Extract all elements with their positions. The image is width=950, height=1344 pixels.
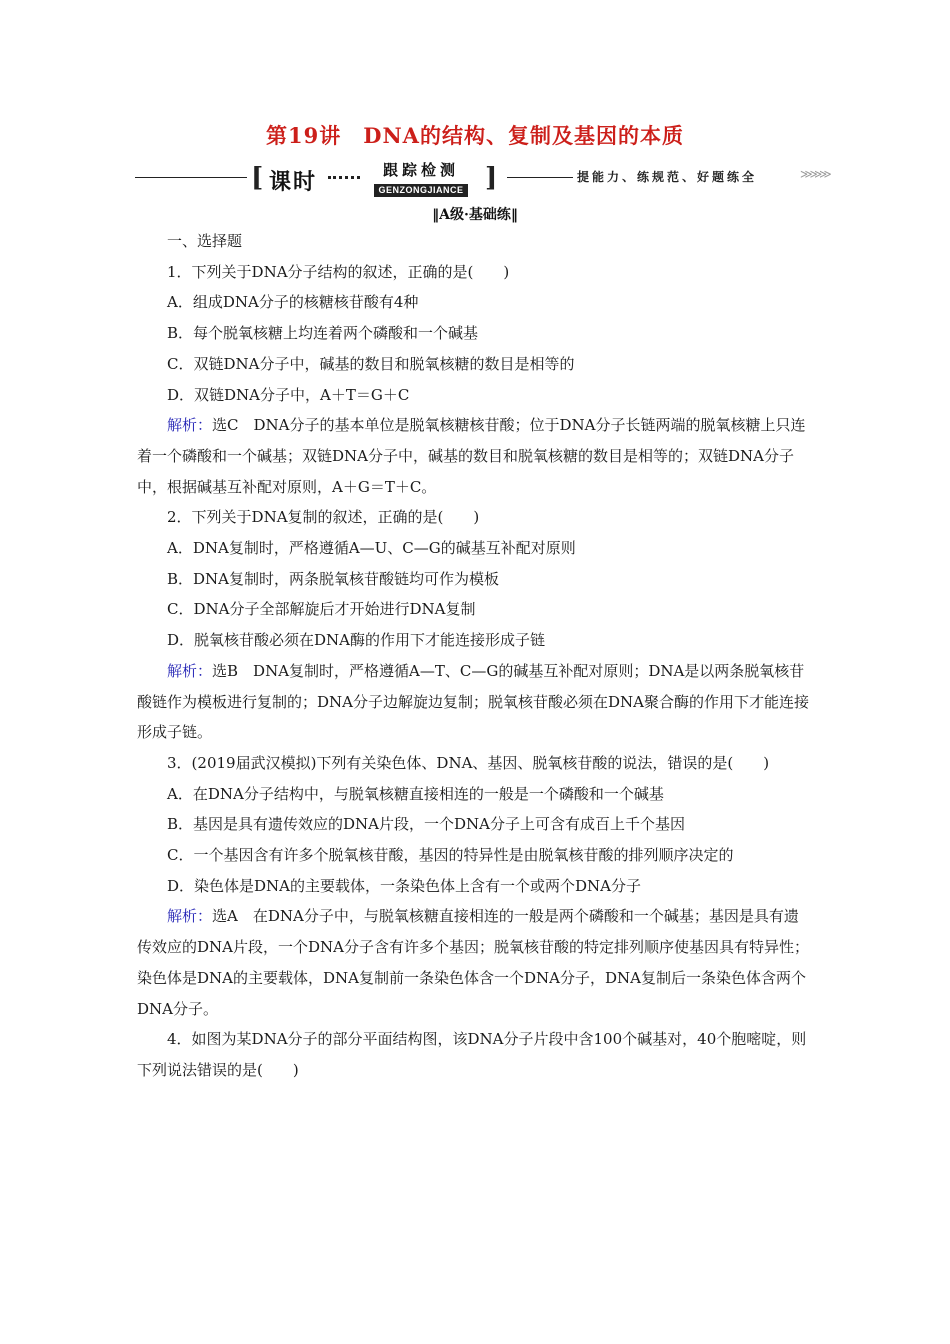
banner-left-bracket: [ [251, 163, 264, 193]
banner-slogan: 提能力、练规范、好题练全 [577, 170, 758, 184]
option-b: B．基因是具有遗传效应的DNA片段，一个DNA分子上可含有成百上千个基因 [167, 815, 685, 834]
double-arrow-icon: ≫≫≫ [800, 167, 829, 181]
option-b: B．DNA复制时，两条脱氧核苷酸链均可作为模板 [167, 569, 500, 588]
banner-rule-right [507, 177, 573, 178]
option-d: D．染色体是DNA的主要载体，一条染色体上含有一个或两个DNA分子 [167, 876, 641, 895]
option-d: D．脱氧核苷酸必须在DNA酶的作用下才能连接形成子链 [167, 631, 546, 650]
option-c: C．双链DNA分子中，碱基的数目和脱氧核糖的数目是相等的 [167, 354, 575, 373]
section-banner [135, 161, 829, 196]
analysis-paragraph [137, 901, 813, 1024]
option-d: D．双链DNA分子中，A＋T＝G＋C [167, 385, 410, 404]
banner-genzong [362, 162, 480, 197]
analysis-label: 解析： [167, 416, 213, 435]
analysis-label: 解析： [167, 907, 213, 926]
section-title: 一、选择题 [167, 232, 243, 250]
analysis-paragraph [137, 656, 813, 748]
option-a: A．组成DNA分子的核糖核苷酸有4种 [167, 293, 419, 312]
level-heading: ‖A级·基础练‖ [432, 207, 518, 223]
banner-right-bracket: ] [485, 163, 498, 193]
question-stem: 2．下列关于DNA复制的叙述，正确的是( ) [167, 508, 480, 527]
option-c: C．一个基因含有许多个脱氧核苷酸，基因的特异性是由脱氧核苷酸的排列顺序决定的 [167, 846, 734, 865]
question-stem: 1．下列关于DNA分子结构的叙述，正确的是( ) [167, 262, 510, 281]
option-a: A．DNA复制时，严格遵循A—U、C—G的碱基互补配对原则 [167, 539, 576, 558]
analysis-text: 选B DNA复制时，严格遵循A—T、C—G的碱基互补配对原则；DNA是以两条脱氧核苷酸链作为模板进行复制的；DNA分子边解旋边复制；脱氧核苷酸必须在DNA聚合酶的作用下才能连接形成子链。 [137, 661, 809, 742]
banner-rule-left [135, 177, 247, 178]
question-list [137, 226, 813, 1086]
analysis-label: 解析： [167, 661, 213, 680]
banner-genzong-en: GENZONGJIANCE [374, 184, 467, 197]
option-a: A．在DNA分子结构中，与脱氧核糖直接相连的一般是一个磷酸和一个碱基 [167, 784, 664, 803]
analysis-text: 选A 在DNA分子中，与脱氧核糖直接相连的一般是两个磷酸和一个碱基；基因是具有遗传效应的DNA片段，一个DNA分子含有许多个基因；脱氧核苷酸的特定排列顺序使基因具有特异性；染色体是DNA的主要载体，DNA复制前一条染色体含一个DNA分子，DNA复制后一条染色体含两个DNA分子。 [137, 907, 809, 1018]
analysis-paragraph [137, 410, 813, 502]
option-c: C．DNA分子全部解旋后才开始进行DNA复制 [167, 600, 476, 619]
banner-keshi: 课时 [269, 169, 318, 195]
banner-genzong-cn: 跟踪检测 [382, 161, 459, 179]
analysis-text: 选C DNA分子的基本单位是脱氧核糖核苷酸；位于DNA分子长链两端的脱氧核糖上只连着一个磷酸和一个碱基；双链DNA分子中，碱基的数目和脱氧核糖的数目是相等的；双链DNA分子中，根据碱基互补配对原则，A＋G＝T＋C。 [137, 416, 806, 496]
banner-dots [328, 176, 360, 179]
option-b: B．每个脱氧核糖上均连着两个磷酸和一个碱基 [167, 324, 479, 343]
page-title: 第19讲 DNA的结构、复制及基因的本质 [266, 123, 684, 148]
question-stem: 3．(2019届武汉模拟)下列有关染色体、DNA、基因、脱氧核苷酸的说法，错误的是( ) [167, 753, 770, 772]
question-stem: 4．如图为某DNA分子的部分平面结构图，该DNA分子片段中含100个碱基对，40个胞嘧啶，则下列说法错误的是( ) [137, 1030, 807, 1079]
